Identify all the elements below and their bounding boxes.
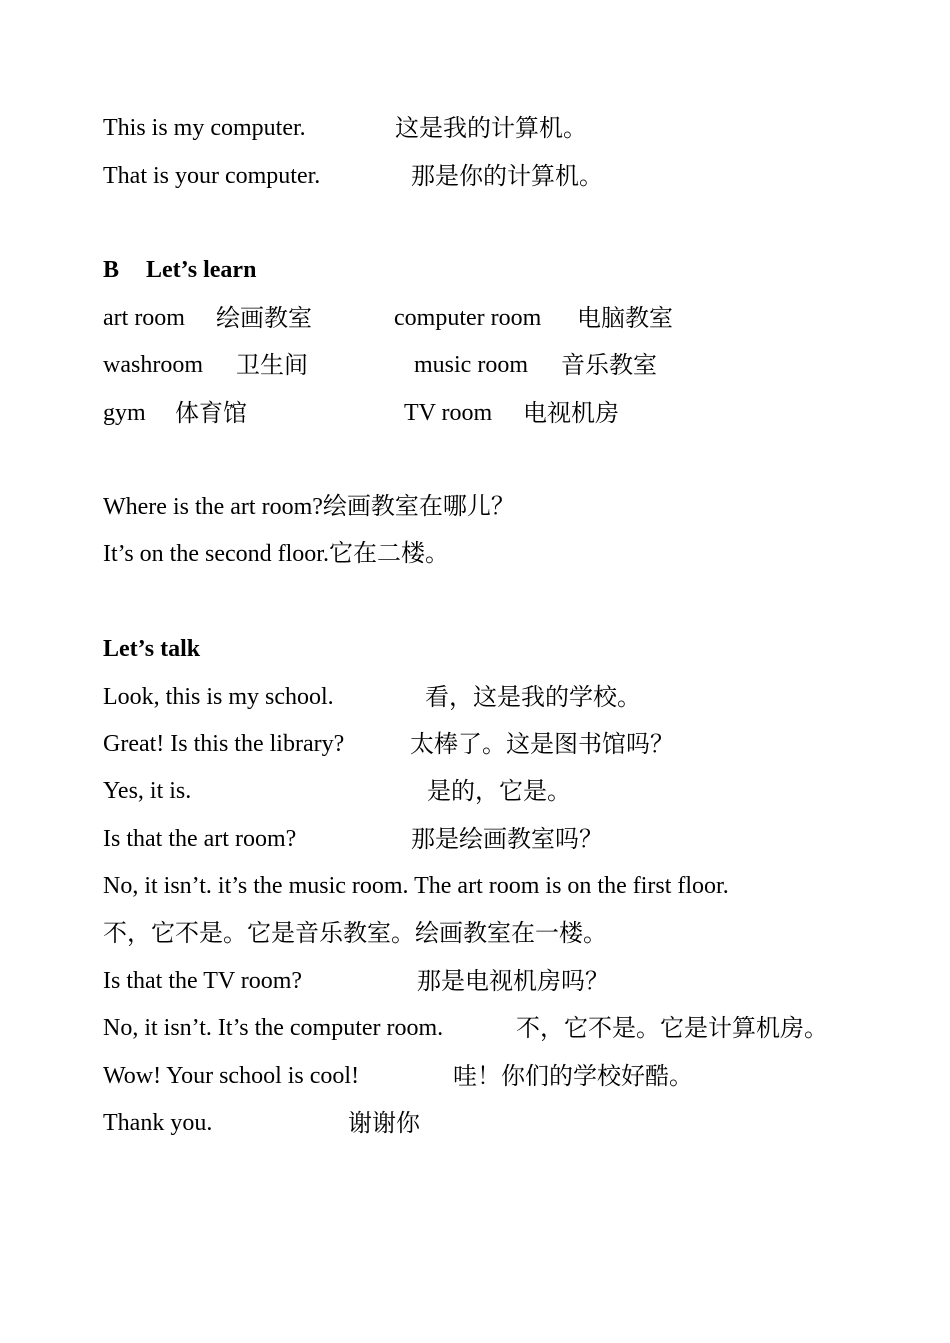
dialogue-line-4-english: Is that the art room? (103, 826, 297, 852)
dialogue-line-10-chinese: 谢谢你 (348, 1109, 420, 1137)
intro-line-1-english: This is my computer. (103, 115, 306, 141)
dialogue-line-3-chinese: 是的，它是。 (427, 777, 571, 805)
vocab-row-1-left-chinese: 绘画教室 (216, 304, 312, 332)
dialogue-line-2-chinese: 太棒了。这是图书馆吗？ (410, 730, 674, 758)
section-b-sentence-2: It’s on the second floor.它在二楼。 (103, 541, 449, 567)
dialogue-line-8-english: No, it isn’t. It’s the computer room. (103, 1015, 444, 1041)
dialogue-line-10-english: Thank you. (103, 1110, 213, 1136)
vocab-row-2-right-english: music room (414, 352, 528, 378)
dialogue-line-1-english: Look, this is my school. (103, 684, 334, 710)
dialogue-line-6-chinese: 不，它不是。它是音乐教室。绘画教室在一楼。 (103, 919, 607, 947)
vocab-row-3-right-english: TV room (404, 400, 493, 426)
lets-talk-heading: Let’s talk (103, 636, 201, 662)
vocab-row-3-left-english: gym (103, 400, 146, 426)
section-b-title: Let’s learn (146, 257, 257, 283)
vocab-row-3-left-chinese: 体育馆 (175, 399, 247, 427)
section-b-sentence-1: Where is the art room?绘画教室在哪儿？ (103, 494, 515, 520)
dialogue-line-3-english: Yes, it is. (103, 778, 192, 804)
dialogue-line-1-chinese: 看，这是我的学校。 (425, 683, 641, 711)
dialogue-line-7-english: Is that the TV room? (103, 968, 303, 994)
dialogue-line-4-chinese: 那是绘画教室吗？ (411, 825, 603, 853)
vocab-row-1-right-chinese: 电脑教室 (577, 304, 673, 332)
dialogue-line-7-chinese: 那是电视机房吗？ (417, 967, 609, 995)
vocab-row-2-left-chinese: 卫生间 (236, 351, 308, 379)
intro-line-1-chinese: 这是我的计算机。 (395, 114, 587, 142)
intro-line-2-english: That is your computer. (103, 163, 321, 189)
section-b-letter: B (103, 257, 120, 283)
dialogue-line-9-chinese: 哇！你们的学校好酷。 (453, 1062, 693, 1090)
dialogue-line-9-english: Wow! Your school is cool! (103, 1063, 360, 1089)
vocab-row-3-right-chinese: 电视机房 (523, 399, 619, 427)
intro-line-2-chinese: 那是你的计算机。 (411, 162, 603, 190)
dialogue-line-5-english: No, it isn’t. it’s the music room. The art room is on the first floor. (103, 873, 729, 899)
vocab-row-2-right-chinese: 音乐教室 (561, 351, 657, 379)
vocab-row-1-right-english: computer room (394, 305, 542, 331)
vocab-row-1-left-english: art room (103, 305, 185, 331)
dialogue-line-2-english: Great! Is this the library? (103, 731, 345, 757)
dialogue-line-8-chinese: 不，它不是。它是计算机房。 (516, 1014, 828, 1042)
vocab-row-2-left-english: washroom (103, 352, 203, 378)
